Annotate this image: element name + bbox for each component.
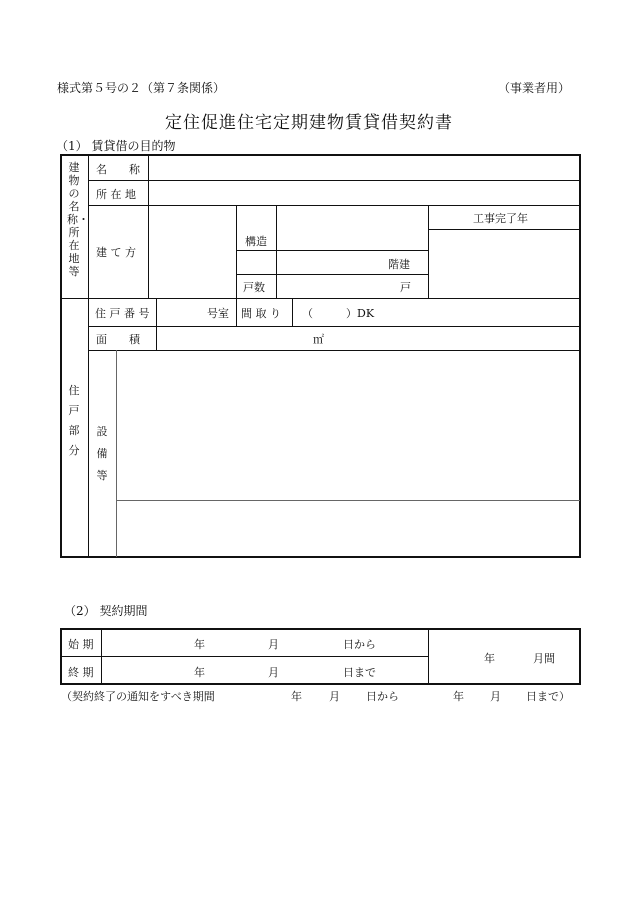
end-label: 終 期: [68, 666, 94, 679]
completion-year-label: 工事完了年: [473, 212, 528, 225]
notice-from: 日から: [366, 690, 399, 703]
section2-heading: （2） 契約期間: [64, 604, 148, 618]
layout-value: （ ）DK: [302, 307, 375, 320]
structure-label: 構造: [245, 235, 267, 248]
room-unit: 号室: [207, 307, 229, 320]
notice-month2: 月: [490, 690, 501, 703]
area-label: 面 積: [96, 333, 140, 346]
end-month: 月: [268, 666, 279, 679]
construction-label: 建 て 方: [96, 246, 136, 259]
floors-unit: 階建: [388, 258, 410, 271]
duration-months: 月間: [533, 652, 555, 665]
end-day: 日まで: [343, 666, 376, 679]
units-label: 戸数: [243, 281, 265, 294]
dwelling-group-label: 住戸部分: [68, 384, 80, 457]
area-unit: ㎡: [313, 333, 324, 346]
start-label: 始 期: [68, 638, 94, 651]
section1-heading: （1） 賃貸借の目的物: [56, 139, 176, 153]
notice-year1: 年: [291, 690, 302, 703]
notice-year2: 年: [453, 690, 464, 703]
page-title: 定住促進住宅定期建物賃貸借契約書: [165, 113, 453, 133]
notice-to: 日まで）: [526, 690, 570, 703]
notice-label: （契約終了の通知をすべき期間: [61, 690, 215, 703]
units-unit: 戸: [400, 281, 411, 294]
equipment-label: 設備等: [96, 425, 108, 482]
start-year: 年: [194, 638, 205, 651]
notice-month1: 月: [329, 690, 340, 703]
unit-number-label: 住 戸 番 号: [95, 307, 150, 320]
start-month: 月: [268, 638, 279, 651]
duration-year: 年: [484, 652, 495, 665]
layout-label: 間 取 り: [241, 307, 281, 320]
building-group-label: 建物の名称・所在地等: [67, 161, 89, 278]
address-label: 所 在 地: [96, 188, 136, 201]
start-day: 日から: [343, 638, 376, 651]
name-label: 名 称: [96, 163, 140, 176]
end-year: 年: [194, 666, 205, 679]
form-number: 様式第５号の２（第７条関係）: [57, 81, 226, 95]
usage-label: （事業者用）: [498, 81, 571, 95]
